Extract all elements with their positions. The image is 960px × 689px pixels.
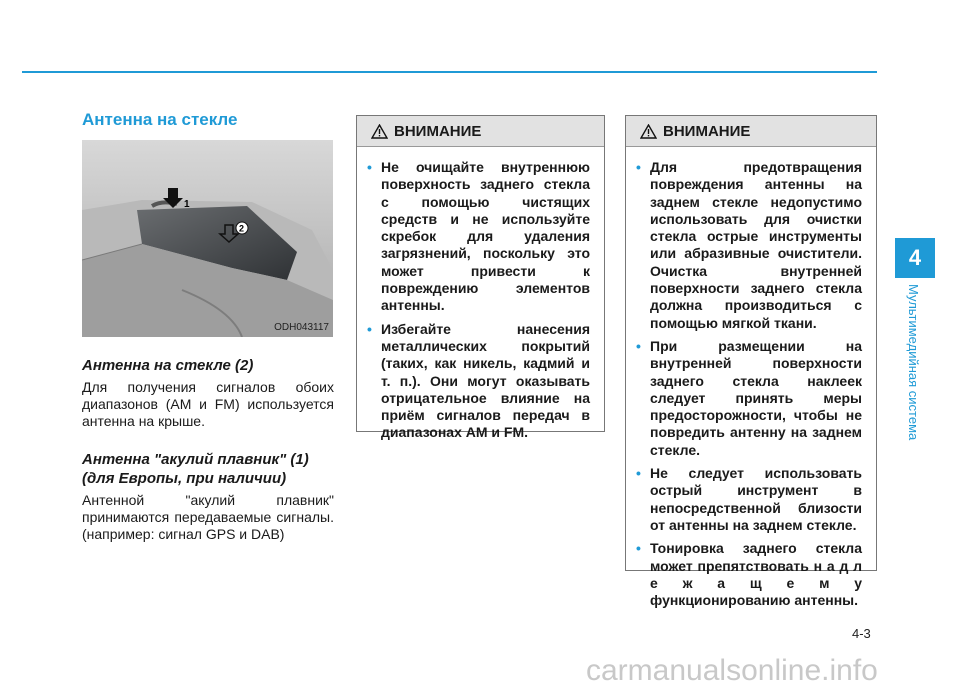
rear-window-photo <box>82 140 333 337</box>
heading-shark-fin: Антенна "акулий плавник" (1) (для Европы, при наличии) <box>82 451 309 487</box>
chapter-tab[interactable]: 4 <box>895 238 935 278</box>
callout-1: 1 <box>184 199 190 210</box>
car-illustration <box>82 140 333 337</box>
warning-item: • Тонировка заднего стекла может препятствовать н а д л е ж а щ е м у функционированию антенны. <box>636 540 862 609</box>
heading-glass-antenna: Антенна на стекле (2) <box>82 357 254 374</box>
warning-box-1 <box>356 115 605 441</box>
warning-box-2 <box>625 115 877 609</box>
warning-triangle-icon <box>640 124 657 139</box>
warning-header-1 <box>357 116 604 147</box>
warning-item: • Избегайте нанесения металлических покрытий (таких, как никель, кадмий и т. п.). Они могут оказывать отрицательное влияние на приём сигналов передач в диапазонах AM и FM. <box>367 321 590 442</box>
callout-2: 2 <box>239 223 245 234</box>
warning-item: • При размещении на внутренней поверхности заднего стекла наклеек следует принять меры предосторожности, чтобы не повредить антенну на заднем стекле. <box>636 338 862 459</box>
section-title: Антенна на стекле <box>82 110 238 129</box>
paragraph-shark-fin: Антенной "акулий плавник" принимаются передаваемые сигналы. (например: сигнал GPS и DAB) <box>82 492 334 542</box>
watermark: carmanualsonline.info <box>586 654 878 687</box>
warning-list-1 <box>357 147 604 442</box>
warning-item: • Не очищайте внутреннюю поверхность заднего стекла с помощью чистящих средств и не используйте скребок для удаления загрязнений, поскольку это может привести к повреждению элементов антенны. <box>367 159 590 315</box>
warning-list-2 <box>626 147 876 609</box>
page-number: 4-3 <box>852 626 871 641</box>
warning-header-2 <box>626 116 876 147</box>
paragraph-glass-antenna: Для получения сигналов обоих диапазонов (AM и FM) используется антенна на крыше. <box>82 379 334 429</box>
chapter-label: Мультимедийная система <box>906 284 921 441</box>
warning-triangle-icon <box>371 124 388 139</box>
warning-title-2: ВНИМАНИЕ <box>663 122 751 140</box>
warning-item: • Не следует использовать острый инструмент в непосредственной близости от антенны на заднем стекле. <box>636 465 862 534</box>
warning-item: • Для предотвращения повреждения антенны на заднем стекле недопустимо использовать для очистки стекла острые инструменты или абразивные очистители. Очистка внутренней поверхности заднего стекла должна производиться с помощью мягкой ткани. <box>636 159 862 332</box>
figure-code: ODH043117 <box>274 322 329 333</box>
header-rule <box>22 71 877 73</box>
warning-title-1: ВНИМАНИЕ <box>394 122 482 140</box>
